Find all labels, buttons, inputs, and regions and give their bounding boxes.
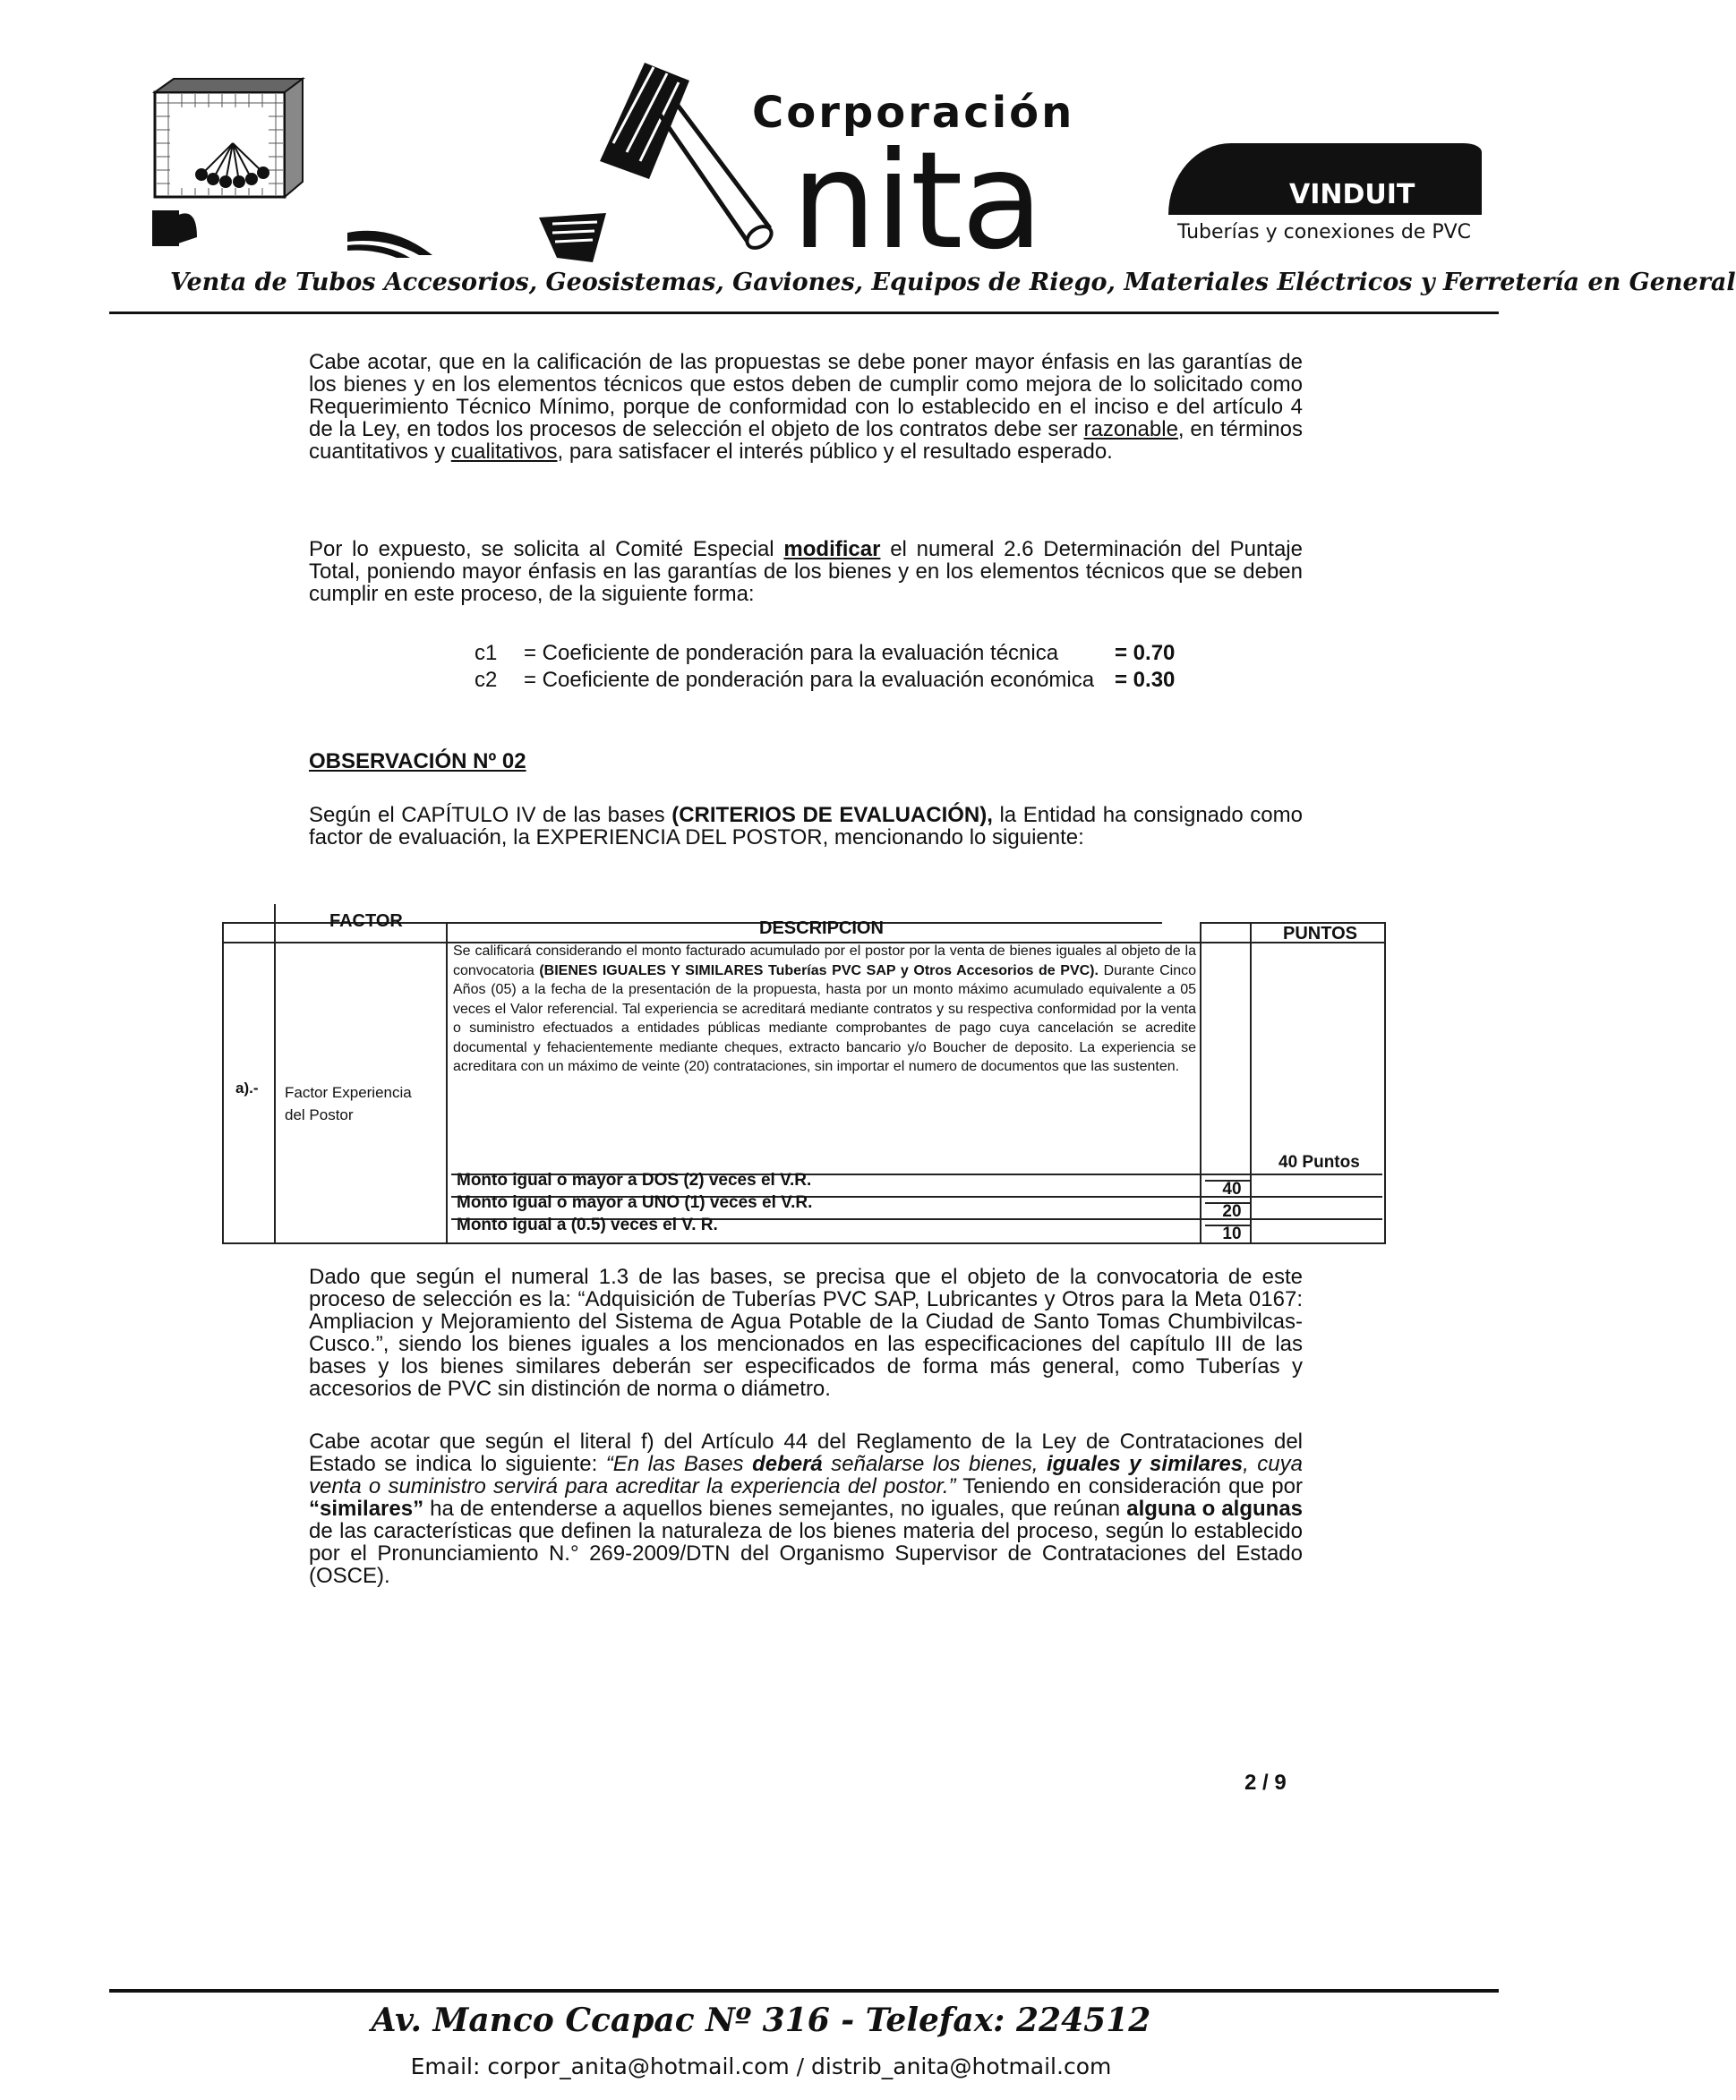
coefficient-c1: c1 = Coeficiente de ponderación para la evaluación técnica = 0.70: [475, 641, 1176, 665]
page-number: 2 / 9: [1244, 1771, 1287, 1795]
header-puntos: PUNTOS: [1283, 924, 1357, 943]
underlined-cualitativos: cualitativos: [450, 440, 558, 464]
monto-dos: Monto igual o mayor a DOS (2) veces el V.R.: [457, 1171, 812, 1190]
points-40: 40: [1222, 1180, 1242, 1199]
brand-badge: VINDUIT: [1289, 179, 1415, 210]
monto-medio: Monto igual a (0.5) veces el V. R.: [457, 1216, 718, 1234]
paragraph-1: Cabe acotar, que en la calificación de las propuestas se debe poner mayor énfasis en las garantías de los bienes y en los elementos técnicos que estos deben de cumplir como mejora de lo solicitado como Requerimiento Técnico Mínimo, porque de conformidad con lo establecido en el inciso e del artículo 4 de la Ley, en todos los procesos de selección el objeto de los contratos debe ser razonable, en términos cuantitativos y cualitativos, para satisfacer el interés público y el resultado esperado.: [309, 350, 1303, 464]
coefficient-c2: c2 = Coeficiente de ponderación para la evaluación económica = 0.30: [475, 668, 1176, 692]
observation-title: OBSERVACIÓN Nº 02: [309, 749, 526, 773]
paragraph-5: Cabe acotar que según el literal f) del Artículo 44 del Reglamento de la Ley de Contrataciones del Estado se indica lo siguiente: “En las Bases deberá señalarse los bienes, iguales y similares, cuya venta o suministro servirá para acreditar la experiencia del postor.” Teniendo en consideración que por “similares” ha de entenderse a aquellos bienes semejantes, no iguales, que reúnan alguna o algunas de las características que definen la naturaleza de los bienes materia del proceso, según lo establecido por el Pronunciamiento N.° 269-2009/DTN del Organismo Supervisor de Contrataciones del Estado (OSCE).: [309, 1430, 1304, 1588]
brand-tagline: Tuberías y conexiones de PVC: [1177, 221, 1471, 243]
header-rule: [109, 312, 1499, 314]
paragraph-3: Según el CAPÍTULO IV de las bases (CRITERIOS DE EVALUACIÓN), la Entidad ha consignado como factor de evaluación, la EXPERIENCIA DEL POSTOR, mencionando lo siguiente:: [309, 803, 1303, 849]
bold-modificar: modificar: [783, 537, 881, 561]
company-logo-cube: [152, 76, 340, 246]
pipes-graphic: [347, 224, 437, 264]
points-20: 20: [1222, 1202, 1242, 1221]
total-points: 40 Puntos: [1278, 1153, 1360, 1172]
monto-uno: Monto igual o mayor a UNO (1) veces el V.R.: [457, 1193, 813, 1212]
header-banner: Venta de Tubos Accesorios, Geosistemas, Gaviones, Equipos de Riego, Materiales Eléctricos y Ferretería en General: [170, 269, 1736, 296]
pipe-roll-logo: [591, 63, 779, 269]
evaluation-table: [222, 904, 1386, 1251]
footer-rule: [109, 1989, 1499, 1993]
factor-description: Se calificará considerando el monto facturado acumulado por el postor por la venta de bienes iguales al objeto de la convocatoria (BIENES IGUALES Y SIMILARES Tuberías PVC SAP y Otros Accesorios de PVC). Durante Cinco Años (05) a la fecha de la presentación de la propuesta, hasta por un monto máximo acumulado equivalente a 05 veces el Valor referencial. Tal experiencia se acreditará mediante contratos y su respectiva conformidad por la venta o suministro efectuados a entidades públicas mediante comprobantes de pago cuya cancelación se acredite documental y fehacientemente mediante cheques, extracto bancario y/o Boucher de deposito. La experiencia se acreditara con un máximo de veinte (20) contrataciones, sin importar el numero de documentos que las sustenten.: [453, 943, 1197, 1074]
coefficients-list: [475, 641, 1218, 695]
company-name-nita: nita: [791, 124, 1042, 279]
header-descripcion: DESCRIPCION: [759, 918, 884, 938]
company-name: Corporación: [752, 88, 1075, 138]
underlined-razonable: razonable: [1083, 417, 1178, 441]
row-label: a).-: [235, 1080, 259, 1097]
paragraph-4: Dado que según el numeral 1.3 de las bases, se precisa que el objeto de la convocatoria de este proceso de selección es la: “Adquisición de Tuberías PVC SAP, Lubricantes y Otros para la Meta 0167: Ampliacion y Mejoramiento del Sistema de Agua Potable de la Ciudad de Santo Tomas Chumbivilcas-Cusco.”, siendo los bienes iguales a los mencionados en las especificaciones del capítulo III de las bases y los bienes similares deberán ser especificados de forma más general, como Tuberías y accesorios de PVC sin distinción de norma o diámetro.: [309, 1265, 1303, 1401]
footer-address: Av. Manco Ccapac Nº 316 - Telefax: 224512: [371, 2002, 1151, 2039]
points-10: 10: [1222, 1225, 1242, 1243]
footer-email: Email: corpor_anita@hotmail.com / distrib_anita@hotmail.com: [410, 2053, 1112, 2079]
header-factor: FACTOR: [329, 911, 403, 931]
paragraph-2: Por lo expuesto, se solicita al Comité Especial modificar el numeral 2.6 Determinación del Puntaje Total, poniendo mayor énfasis en las garantías de los bienes y en los elementos técnicos que se deben cumplir en este proceso, de la siguiente forma:: [309, 537, 1303, 606]
factor-name: Factor Experiencia del Postor: [285, 1084, 412, 1123]
